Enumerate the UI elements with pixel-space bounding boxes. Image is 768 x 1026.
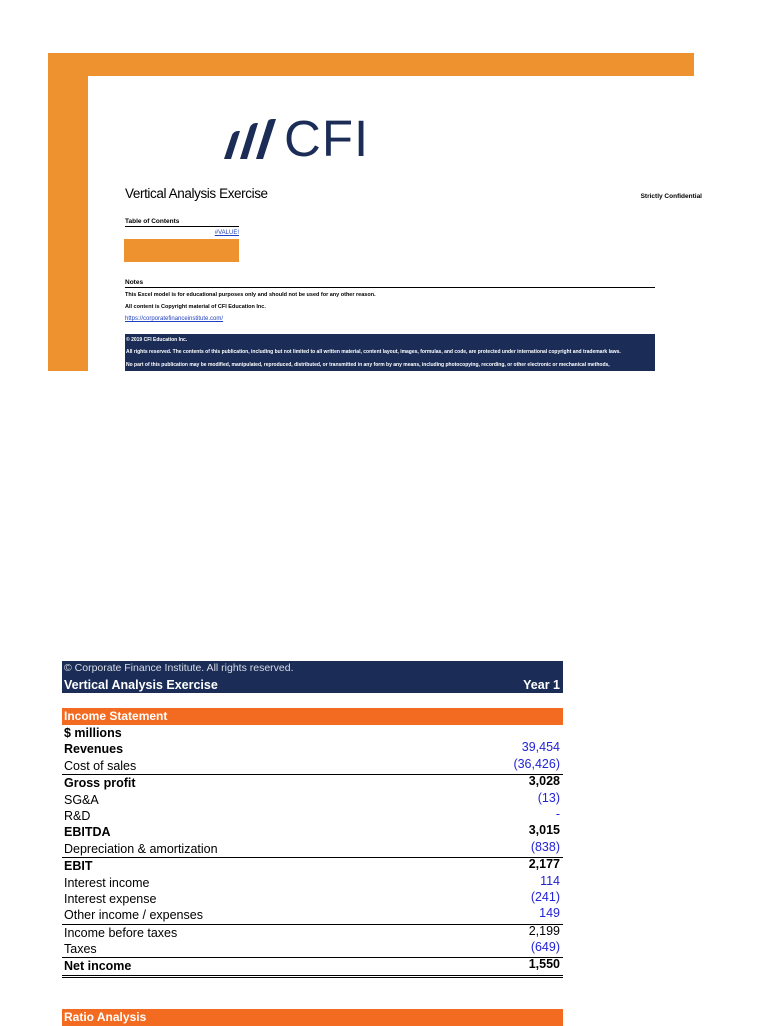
- row-label: Cost of sales: [64, 758, 137, 773]
- row-value[interactable]: 2,199: [528, 923, 560, 938]
- table-row: [62, 792, 563, 808]
- row-value[interactable]: 149: [539, 906, 560, 921]
- table-copyright: © Corporate Finance Institute. All rights reserved.: [64, 662, 294, 674]
- table-row: [62, 891, 563, 907]
- note-copyright: All content is Copyright material of CFI Education Inc.: [125, 304, 266, 310]
- table-row: [62, 725, 563, 741]
- row-label: Gross profit: [64, 776, 136, 791]
- table-row: [62, 808, 563, 824]
- exercise-title: Vertical Analysis Exercise: [125, 186, 268, 201]
- row-value[interactable]: 114: [540, 873, 560, 888]
- section-ratio-analysis: Ratio Analysis: [62, 1009, 563, 1026]
- cfi-website-link[interactable]: https://corporatefinanceinstitute.com/: [125, 316, 224, 322]
- cover-content: [88, 76, 702, 371]
- row-label: Depreciation & amortization: [64, 841, 218, 856]
- table-row: [62, 758, 563, 774]
- note-educational: This Excel model is for educational purposes only and should not be used for any other reason.: [125, 292, 376, 298]
- row-label: Revenues: [64, 742, 124, 757]
- copyright-line-2: All rights reserved. The contents of this publication, including but not limited to all written material, content layout, images, formulas, and code, are protected under international copyright and trademark laws.: [126, 349, 621, 355]
- orange-top-bar: [48, 53, 694, 76]
- logo-text: CFI: [284, 110, 370, 167]
- row-label: Net income: [64, 959, 132, 974]
- row-label: EBIT: [64, 859, 93, 874]
- row-label: Interest income: [64, 875, 150, 890]
- row-value[interactable]: 3,015: [528, 823, 560, 838]
- table-row: [62, 957, 563, 977]
- orange-left-bar: [48, 53, 88, 371]
- row-label: Income before taxes: [64, 925, 178, 940]
- table-row: [62, 774, 563, 791]
- row-label: R&D: [64, 808, 91, 823]
- row-label: Taxes: [64, 942, 97, 957]
- table-title: Vertical Analysis Exercise: [64, 678, 218, 692]
- cfi-logo-mark-icon: [218, 119, 280, 159]
- table-row: [62, 875, 563, 891]
- table-header: [62, 661, 563, 693]
- table-row: [62, 857, 563, 874]
- row-value[interactable]: 1,550: [528, 957, 560, 972]
- row-label: Other income / expenses: [64, 908, 203, 923]
- notes-title: Notes: [125, 279, 655, 288]
- row-value[interactable]: (36,426): [513, 756, 560, 771]
- row-value[interactable]: (241): [530, 889, 560, 904]
- row-value[interactable]: 2,177: [528, 857, 560, 872]
- toc-highlight-box: [124, 239, 239, 262]
- row-value[interactable]: (838): [530, 839, 560, 854]
- row-value[interactable]: (649): [530, 940, 560, 955]
- table-row: [62, 924, 563, 941]
- income-statement-table: [62, 661, 563, 1026]
- row-label: EBITDA: [64, 825, 111, 840]
- section-income-statement: Income Statement: [62, 708, 563, 725]
- table-row: [62, 907, 563, 923]
- copyright-box: [125, 334, 655, 371]
- row-label: SG&A: [64, 792, 99, 807]
- row-value[interactable]: 39,454: [521, 740, 560, 755]
- table-row: [62, 741, 563, 757]
- row-label: $ millions: [64, 726, 122, 740]
- cfi-logo: [218, 110, 370, 167]
- toc-link[interactable]: #VALUE!: [214, 230, 239, 236]
- row-label: Interest expense: [64, 891, 157, 906]
- row-value[interactable]: (13): [537, 790, 560, 805]
- copyright-line-1: © 2019 CFI Education Inc.: [126, 337, 188, 343]
- year-header: Year 1: [523, 678, 560, 692]
- confidential-label: Strictly Confidential: [640, 193, 702, 200]
- cover-sheet: [48, 53, 702, 371]
- row-value[interactable]: 3,028: [528, 774, 560, 789]
- row-value[interactable]: -: [555, 806, 560, 821]
- copyright-line-3: No part of this publication may be modified, manipulated, reproduced, distributed, or transmitted in any form by any means, including photocopying, recording, or other electronic or mechanical methods,: [126, 362, 610, 368]
- table-row: [62, 941, 563, 957]
- toc-title: Table of Contents: [125, 218, 239, 227]
- table-row: [62, 824, 563, 840]
- table-row: [62, 841, 563, 857]
